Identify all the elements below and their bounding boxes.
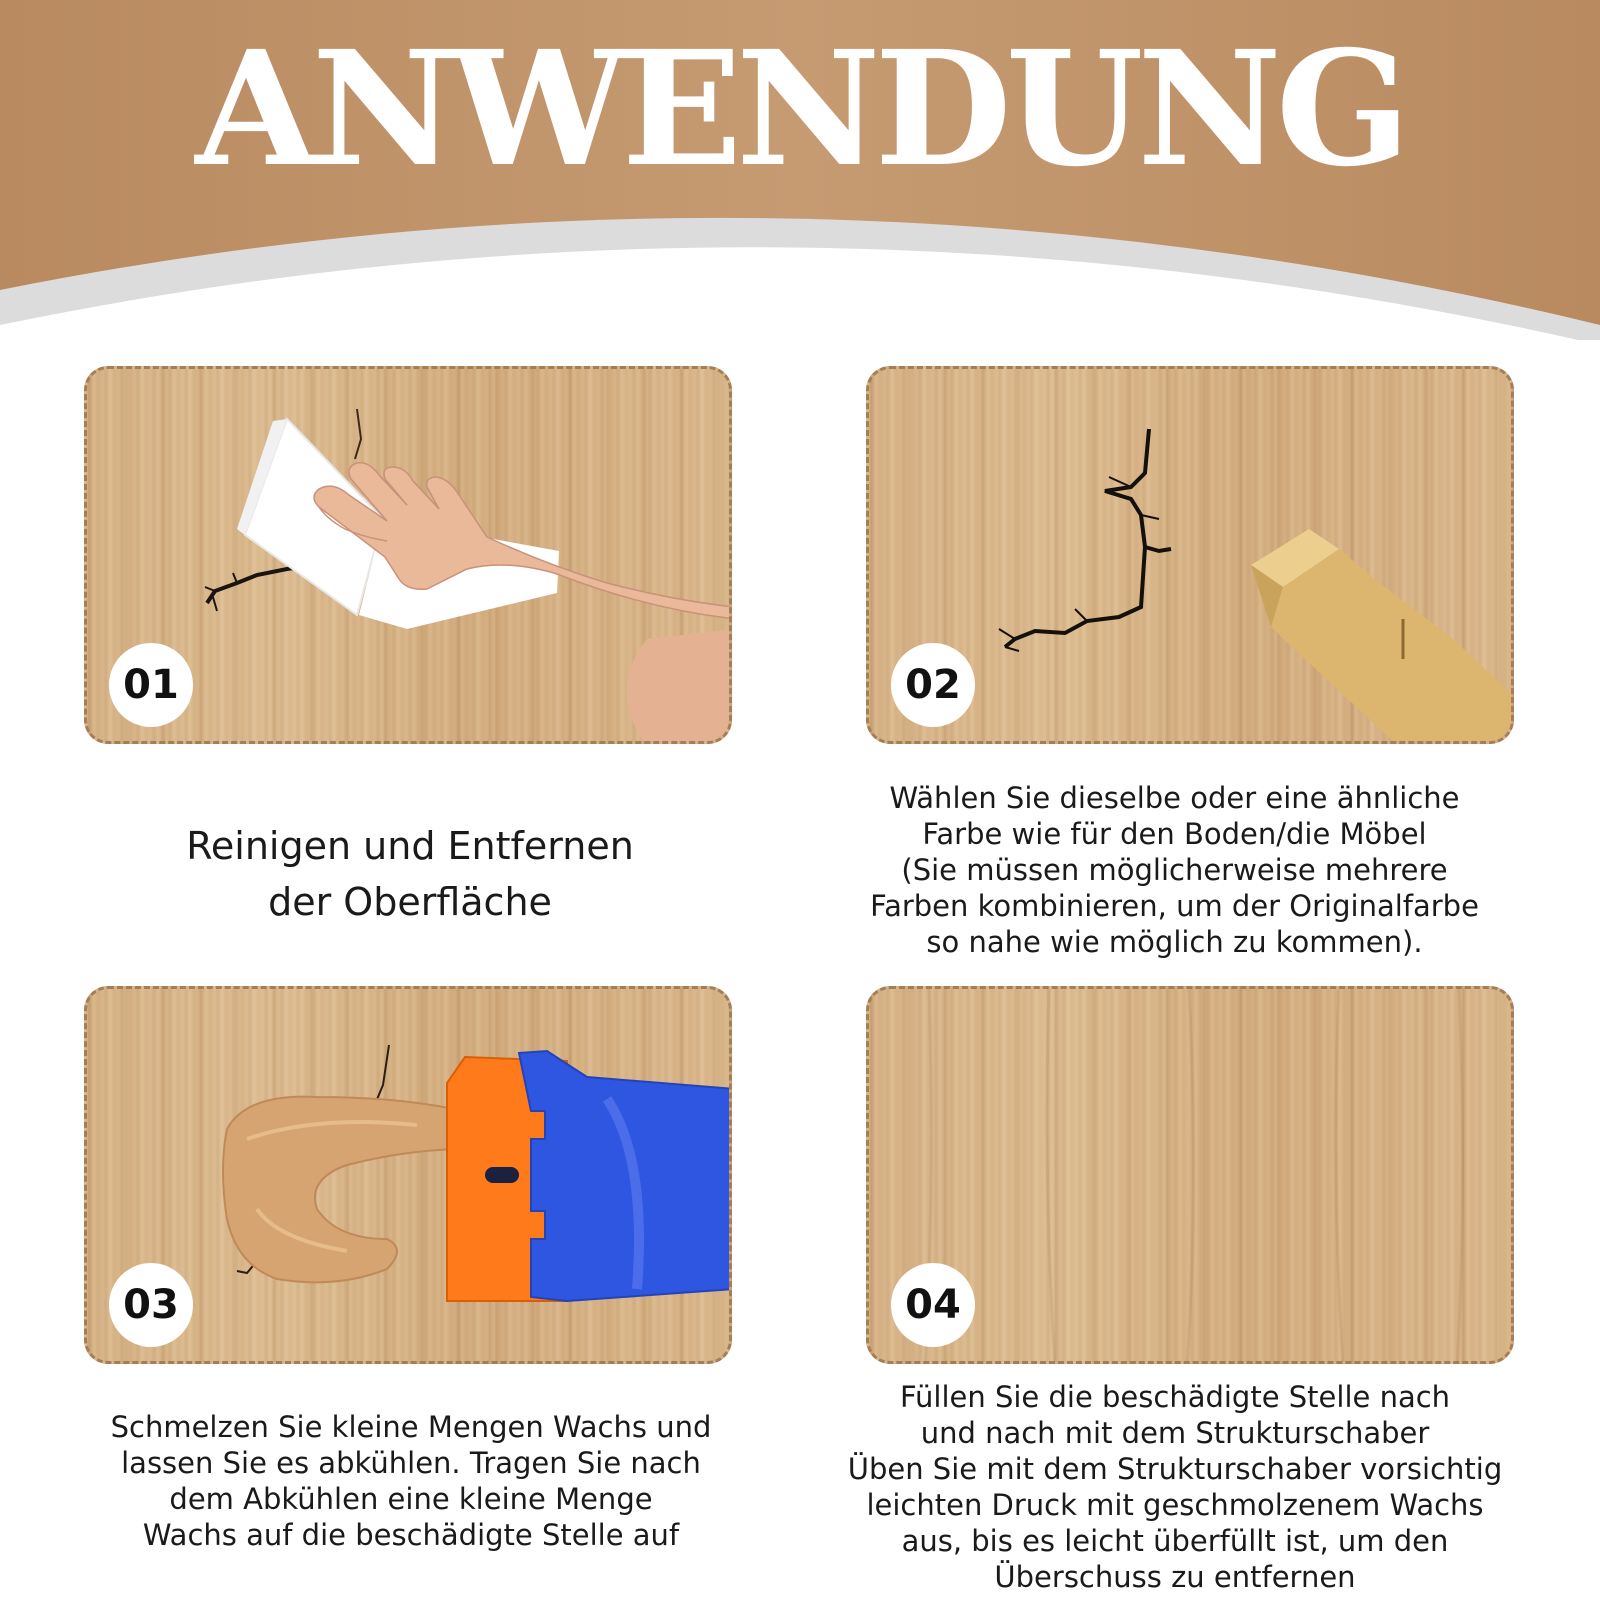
step-01-badge: 01 [109, 643, 193, 727]
step-03-image [84, 986, 732, 1364]
step-01-image [84, 366, 732, 744]
step-01-caption [85, 818, 735, 930]
step-02-image [866, 366, 1514, 744]
step-02-badge: 02 [891, 643, 975, 727]
step-03-badge: 03 [109, 1263, 193, 1347]
step-02-caption [842, 780, 1507, 960]
step-02-caption-text: Wählen Sie dieselbe oder eine ähnliche Farbe wie für den Boden/die Möbel (Sie müssen möglicherweise mehrere Farben kombinieren, um der Originalfarbe so nahe wie möglich zu kommen). [870, 781, 1479, 959]
step-04-caption-text: Füllen Sie die beschädigte Stelle nach und nach mit dem Strukturschaber Üben Sie mit dem Strukturschaber vorsichtig leichten Druck mit geschmolzenem Wachs aus, bis es leicht überfüllt ist, um den Überschuss zu entfernen [847, 1380, 1503, 1594]
step-03-caption-text: Schmelzen Sie kleine Mengen Wachs und lassen Sie es abkühlen. Tragen Sie nach dem Abkühlen eine kleine Menge Wachs auf die beschädigte Stelle auf [110, 1410, 712, 1552]
step-04-badge: 04 [891, 1263, 975, 1347]
page-title: ANWENDUNG [195, 17, 1405, 202]
step-03-caption [78, 1409, 744, 1553]
step-04-caption [830, 1379, 1520, 1595]
step-04-image [866, 986, 1514, 1364]
step-01-caption-text: Reinigen und Entfernen der Oberfläche [186, 824, 634, 924]
